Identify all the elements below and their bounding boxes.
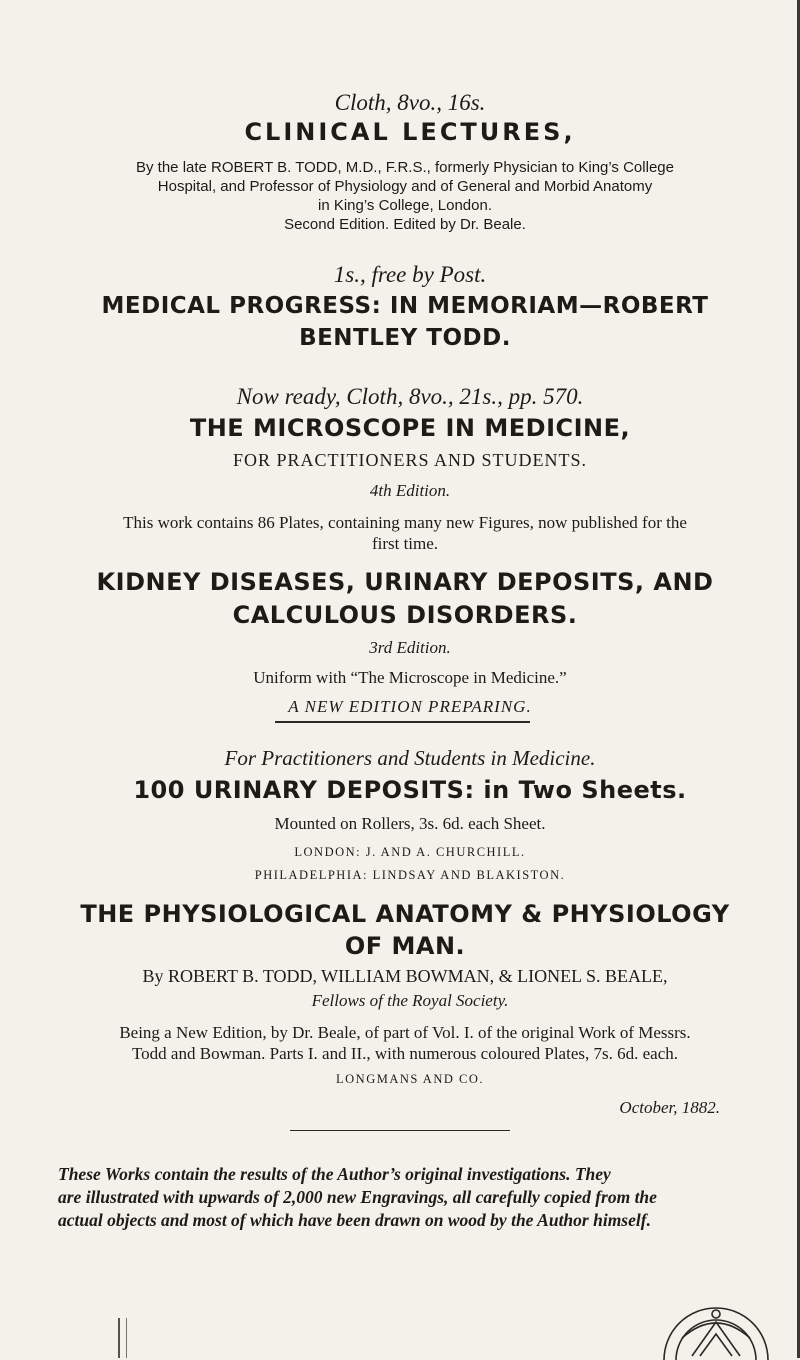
clinical-desc-line1: By the late ROBERT B. TODD, M.D., F.R.S., formerly Physician to King’s College [136,159,674,176]
medical-progress-title-line2: BENTLEY TODD. [299,325,511,351]
medical-progress-title [40,290,770,354]
clinical-desc-line3: in King’s College, London. [317,197,493,214]
microscope-subtitle: FOR PRACTITIONERS AND STUDENTS. [232,450,588,470]
kidney-uniform: Uniform with “The Microscope in Medicine.” [253,668,567,687]
physiological-anatomy-title [40,898,770,962]
medical-progress-price: 1s., free by Post. [333,262,487,287]
microscope-title: THE MICROSCOPE IN MEDICINE, [189,414,631,442]
kidney-title-line2: CALCULOUS DISORDERS. [232,601,578,629]
clinical-edition-line: Second Edition. Edited by Dr. Beale. [284,216,526,233]
physiological-desc-line2: Todd and Bowman. Parts I. and II., with numerous coloured Plates, 7s. 6d. each. [131,1044,678,1063]
clinical-lectures-description [40,158,770,234]
physiological-desc-line1: Being a New Edition, by Dr. Beale, of part of Vol. I. of the original Work of Messrs. [119,1023,691,1042]
date-line: October, 1882. [619,1098,720,1117]
clinical-lectures-price: Cloth, 8vo., 16s. [334,90,486,115]
footer-line3: actual objects and most of which have been drawn on wood by the Author himself. [58,1210,651,1230]
kidney-title-line1: KIDNEY DISEASES, URINARY DEPOSITS, AND [96,568,714,596]
urinary-title: 100 URINARY DEPOSITS: in Two Sheets. [133,776,687,804]
kidney-new-edition: A NEW EDITION PREPARING. [288,697,532,716]
kidney-underline [275,721,530,723]
physiological-description [40,1022,770,1064]
urinary-philadelphia-publisher: PHILADELPHIA: LINDSAY AND BLAKISTON. [254,868,566,882]
physiological-authors: By ROBERT B. TODD, WILLIAM BOWMAN, & LIONEL S. BEALE, [142,966,668,986]
footer-line2: are illustrated with upwards of 2,000 new Engravings, all carefully copied from the [58,1187,657,1207]
library-seal-icon [652,1268,780,1360]
urinary-mounted: Mounted on Rollers, 3s. 6d. each Sheet. [274,814,546,833]
clinical-desc-line2: Hospital, and Professor of Physiology and of General and Morbid Anatomy [157,178,653,195]
medical-progress-title-line1: MEDICAL PROGRESS: IN MEMORIAM—ROBERT [101,293,709,319]
microscope-note-line2: first time. [371,534,439,553]
kidney-title [40,566,770,632]
physiological-publisher: LONGMANS AND CO. [336,1072,484,1086]
microscope-edition: 4th Edition. [369,481,451,500]
physiological-title-line2: OF MAN. [344,932,466,960]
microscope-availability: Now ready, Cloth, 8vo., 21s., pp. 570. [236,384,584,409]
kidney-edition: 3rd Edition. [369,638,451,657]
physiological-fellows: Fellows of the Royal Society. [311,991,509,1010]
physiological-title-line1: THE PHYSIOLOGICAL ANATOMY & PHYSIOLOGY [80,900,730,928]
urinary-audience: For Practitioners and Students in Medicine. [224,746,596,770]
microscope-note-line1: This work contains 86 Plates, containing many new Figures, now published for the [123,513,687,532]
footer-note [58,1163,778,1232]
section-divider [290,1130,510,1131]
margin-mark [118,1318,127,1358]
clinical-lectures-title: CLINICAL LECTURES, [244,118,576,146]
urinary-london-publisher: LONDON: J. AND A. CHURCHILL. [294,845,526,859]
footer-line1: These Works contain the results of the Author’s original investigations. They [58,1164,611,1184]
microscope-note [40,512,770,554]
